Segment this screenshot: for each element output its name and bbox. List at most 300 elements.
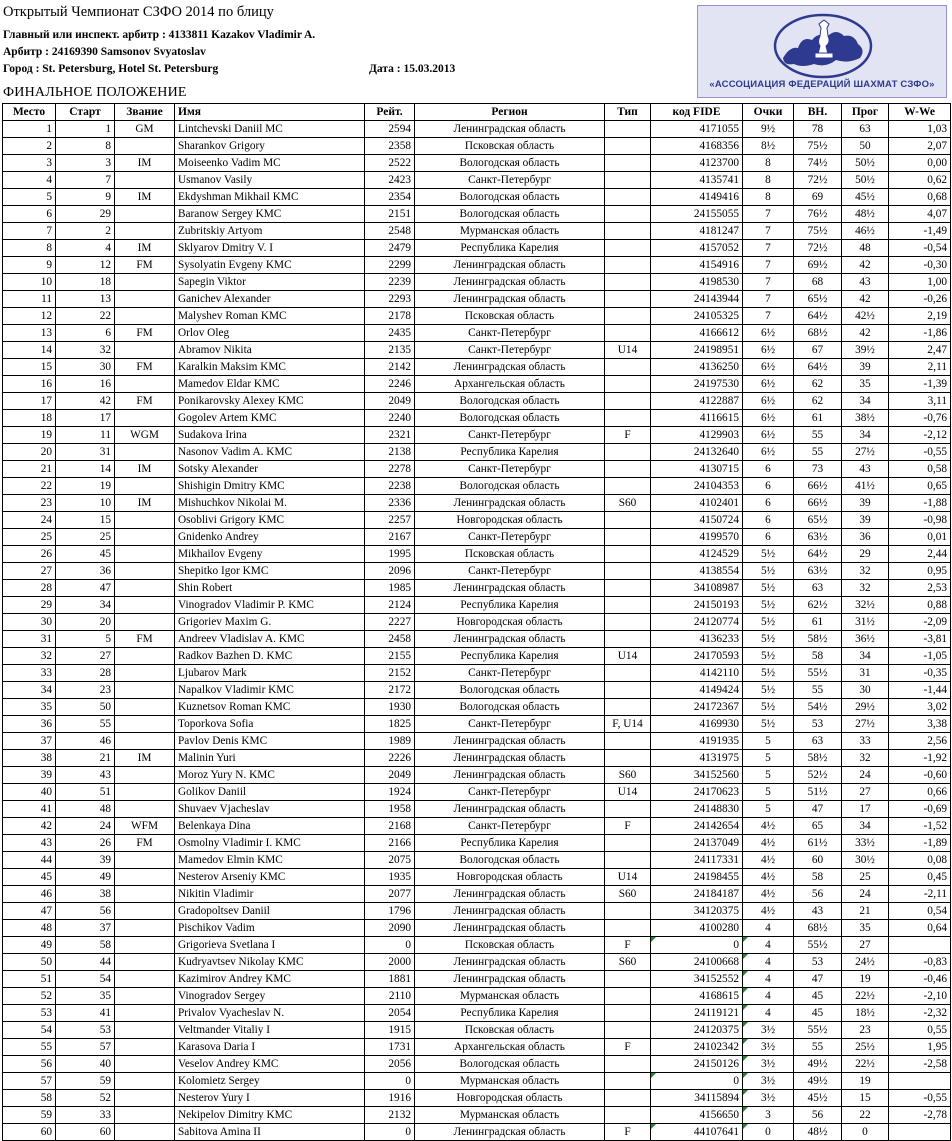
cell-region: Республика Карелия xyxy=(415,835,605,852)
table-row xyxy=(3,971,951,988)
cell-start: 30 xyxy=(56,359,115,376)
cell-name: Shuvaev Vjacheslav xyxy=(175,801,365,818)
cell-fide-code: 4154916 xyxy=(651,257,743,274)
cell-region: Санкт-Петербург xyxy=(415,172,605,189)
table-row xyxy=(3,767,951,784)
cell-w-we: 2,53 xyxy=(889,580,951,597)
city-date-line xyxy=(3,63,603,75)
cell-type xyxy=(605,920,651,937)
table-row xyxy=(3,954,951,971)
table-row xyxy=(3,376,951,393)
cell-region: Ленинградская область xyxy=(415,257,605,274)
cell-rating: 2132 xyxy=(365,1107,415,1124)
cell-title xyxy=(115,648,175,665)
table-row xyxy=(3,988,951,1005)
cell-w-we: -1,92 xyxy=(889,750,951,767)
cell-points: 5½ xyxy=(743,614,794,631)
cell-progress: 32½ xyxy=(842,597,889,614)
cell-type xyxy=(605,529,651,546)
cell-name: Sysolyatin Evgeny KMC xyxy=(175,257,365,274)
cell-points: 6½ xyxy=(743,376,794,393)
cell-place: 49 xyxy=(3,937,56,954)
cell-region: Вологодская область xyxy=(415,410,605,427)
cell-region: Вологодская область xyxy=(415,155,605,172)
cell-points: 7 xyxy=(743,206,794,223)
cell-fide-code: 4150724 xyxy=(651,512,743,529)
cell-rating: 2172 xyxy=(365,682,415,699)
cell-w-we: -1,52 xyxy=(889,818,951,835)
cell-title xyxy=(115,580,175,597)
cell-tiebreak: 68½ xyxy=(794,325,842,342)
cell-title: FM xyxy=(115,325,175,342)
cell-type xyxy=(605,189,651,206)
cell-rating: 2138 xyxy=(365,444,415,461)
cell-place: 22 xyxy=(3,478,56,495)
cell-w-we: -1,86 xyxy=(889,325,951,342)
cell-points: 3½ xyxy=(743,1090,794,1107)
cell-place: 60 xyxy=(3,1124,56,1141)
cell-place: 25 xyxy=(3,529,56,546)
table-row xyxy=(3,682,951,699)
cell-fide-code: 34152552 xyxy=(651,971,743,988)
cell-name: Shepitko Igor KMC xyxy=(175,563,365,580)
cell-title xyxy=(115,1056,175,1073)
arbiter-line: Арбитр : 24169390 Samsonov Svyatoslav xyxy=(3,46,206,58)
cell-place: 1 xyxy=(3,121,56,138)
cell-progress: 0 xyxy=(842,1124,889,1141)
cell-w-we: 2,56 xyxy=(889,733,951,750)
cell-region: Республика Карелия xyxy=(415,444,605,461)
cell-points: 6½ xyxy=(743,359,794,376)
cell-region: Псковская область xyxy=(415,937,605,954)
cell-name: Lintchevski Daniil MC xyxy=(175,121,365,138)
cell-rating: 2090 xyxy=(365,920,415,937)
cell-points: 9½ xyxy=(743,121,794,138)
cell-fide-code: 4129903 xyxy=(651,427,743,444)
cell-tiebreak: 78 xyxy=(794,121,842,138)
cell-region: Ленинградская область xyxy=(415,767,605,784)
cell-points: 6½ xyxy=(743,393,794,410)
cell-title xyxy=(115,291,175,308)
cell-name: Ljubarov Mark xyxy=(175,665,365,682)
cell-type: F xyxy=(605,937,651,954)
cell-title xyxy=(115,597,175,614)
cell-rating: 2299 xyxy=(365,257,415,274)
cell-progress: 41½ xyxy=(842,478,889,495)
cell-progress: 22½ xyxy=(842,988,889,1005)
cell-name: Kuznetsov Roman KMC xyxy=(175,699,365,716)
cell-start: 24 xyxy=(56,818,115,835)
cell-title xyxy=(115,223,175,240)
cell-tiebreak: 56 xyxy=(794,886,842,903)
cell-type xyxy=(605,903,651,920)
cell-points: 3½ xyxy=(743,1022,794,1039)
cell-w-we: 2,11 xyxy=(889,359,951,376)
cell-fide-code: 4142110 xyxy=(651,665,743,682)
cell-tiebreak: 47 xyxy=(794,971,842,988)
cell-type xyxy=(605,359,651,376)
cell-start: 4 xyxy=(56,240,115,257)
table-row xyxy=(3,801,951,818)
cell-w-we: -1,44 xyxy=(889,682,951,699)
cell-rating: 2227 xyxy=(365,614,415,631)
cell-tiebreak: 52½ xyxy=(794,767,842,784)
cell-place: 11 xyxy=(3,291,56,308)
cell-rating: 2049 xyxy=(365,767,415,784)
cell-title xyxy=(115,1124,175,1141)
table-row xyxy=(3,1005,951,1022)
cell-rating: 2054 xyxy=(365,1005,415,1022)
cell-points: 4 xyxy=(743,954,794,971)
table-row xyxy=(3,835,951,852)
cell-progress: 30½ xyxy=(842,852,889,869)
cell-place: 44 xyxy=(3,852,56,869)
table-row xyxy=(3,699,951,716)
cell-tiebreak: 62 xyxy=(794,376,842,393)
cell-region: Ленинградская область xyxy=(415,580,605,597)
table-row xyxy=(3,342,951,359)
cell-rating: 2178 xyxy=(365,308,415,325)
cell-w-we: -2,11 xyxy=(889,886,951,903)
cell-points: 5½ xyxy=(743,648,794,665)
cell-tiebreak: 64½ xyxy=(794,359,842,376)
cell-rating: 2226 xyxy=(365,750,415,767)
table-header-row xyxy=(3,104,951,121)
cell-type: F, U14 xyxy=(605,716,651,733)
standings-table xyxy=(2,103,951,1141)
cell-name: Usmanov Vasily xyxy=(175,172,365,189)
cell-rating: 1924 xyxy=(365,784,415,801)
cell-type xyxy=(605,444,651,461)
cell-type xyxy=(605,393,651,410)
table-row xyxy=(3,1090,951,1107)
cell-title: FM xyxy=(115,393,175,410)
cell-progress: 63 xyxy=(842,121,889,138)
cell-start: 32 xyxy=(56,342,115,359)
cell-type xyxy=(605,614,651,631)
logo-caption: «АССОЦИАЦИЯ ФЕДЕРАЦИЙ ШАХМАТ СЗФО» xyxy=(709,79,935,90)
table-row xyxy=(3,631,951,648)
cell-fide-code: 24170623 xyxy=(651,784,743,801)
cell-start: 51 xyxy=(56,784,115,801)
cell-rating: 2168 xyxy=(365,818,415,835)
cell-start: 56 xyxy=(56,903,115,920)
cell-tiebreak: 65½ xyxy=(794,291,842,308)
cell-type xyxy=(605,988,651,1005)
cell-fide-code: 24197530 xyxy=(651,376,743,393)
cell-points: 5 xyxy=(743,767,794,784)
cell-rating: 2000 xyxy=(365,954,415,971)
cell-title xyxy=(115,614,175,631)
cell-rating: 2166 xyxy=(365,835,415,852)
cell-region: Санкт-Петербург xyxy=(415,665,605,682)
cell-tiebreak: 55 xyxy=(794,444,842,461)
cell-region: Вологодская область xyxy=(415,1056,605,1073)
cell-tiebreak: 45 xyxy=(794,1005,842,1022)
cell-points: 8 xyxy=(743,155,794,172)
cell-fide-code: 4199570 xyxy=(651,529,743,546)
cell-rating: 1930 xyxy=(365,699,415,716)
cell-points: 4 xyxy=(743,988,794,1005)
cell-title: IM xyxy=(115,155,175,172)
cell-name: Sharankov Grigory xyxy=(175,138,365,155)
cell-start: 14 xyxy=(56,461,115,478)
cell-place: 38 xyxy=(3,750,56,767)
cell-fide-code: 24100668 xyxy=(651,954,743,971)
cell-place: 43 xyxy=(3,835,56,852)
cell-name: Nasonov Vadim A. KMC xyxy=(175,444,365,461)
cell-type xyxy=(605,155,651,172)
cell-points: 4½ xyxy=(743,835,794,852)
cell-tiebreak: 53 xyxy=(794,954,842,971)
table-row xyxy=(3,886,951,903)
cell-tiebreak: 62 xyxy=(794,393,842,410)
cell-title xyxy=(115,869,175,886)
cell-region: Ленинградская область xyxy=(415,121,605,138)
cell-place: 55 xyxy=(3,1039,56,1056)
cell-start: 15 xyxy=(56,512,115,529)
cell-title xyxy=(115,988,175,1005)
cell-points: 6 xyxy=(743,529,794,546)
cell-region: Новгородская область xyxy=(415,869,605,886)
cell-tiebreak: 45½ xyxy=(794,1090,842,1107)
cell-type xyxy=(605,376,651,393)
cell-fide-code: 24119121 xyxy=(651,1005,743,1022)
cell-start: 43 xyxy=(56,767,115,784)
cell-fide-code: 4156650 xyxy=(651,1107,743,1124)
cell-name: Nekipelov Dimitry KMC xyxy=(175,1107,365,1124)
cell-fide-code: 4169930 xyxy=(651,716,743,733)
cell-region: Вологодская область xyxy=(415,189,605,206)
cell-fide-code: 34108987 xyxy=(651,580,743,597)
cell-region: Санкт-Петербург xyxy=(415,325,605,342)
cell-place: 48 xyxy=(3,920,56,937)
table-row xyxy=(3,597,951,614)
cell-points: 4 xyxy=(743,937,794,954)
cell-place: 46 xyxy=(3,886,56,903)
cell-start: 57 xyxy=(56,1039,115,1056)
cell-name: Sudakova Irina xyxy=(175,427,365,444)
cell-points: 5½ xyxy=(743,597,794,614)
cell-type: U14 xyxy=(605,342,651,359)
cell-w-we: -2,78 xyxy=(889,1107,951,1124)
cell-rating: 2151 xyxy=(365,206,415,223)
cell-tiebreak: 66½ xyxy=(794,478,842,495)
cell-place: 2 xyxy=(3,138,56,155)
cell-region: Ленинградская область xyxy=(415,359,605,376)
cell-progress: 39 xyxy=(842,359,889,376)
cell-start: 5 xyxy=(56,631,115,648)
cell-place: 54 xyxy=(3,1022,56,1039)
cell-title xyxy=(115,1107,175,1124)
table-row xyxy=(3,291,951,308)
cell-title xyxy=(115,767,175,784)
table-row xyxy=(3,1039,951,1056)
cell-tiebreak: 63 xyxy=(794,733,842,750)
cell-rating: 0 xyxy=(365,937,415,954)
cell-fide-code: 4181247 xyxy=(651,223,743,240)
cell-title xyxy=(115,444,175,461)
cell-place: 24 xyxy=(3,512,56,529)
cell-title: IM xyxy=(115,495,175,512)
table-row xyxy=(3,937,951,954)
cell-points: 5 xyxy=(743,733,794,750)
cell-points: 8 xyxy=(743,189,794,206)
cell-progress: 32 xyxy=(842,580,889,597)
cell-tiebreak: 67 xyxy=(794,342,842,359)
cell-rating: 2142 xyxy=(365,359,415,376)
cell-points: 4½ xyxy=(743,886,794,903)
cell-points: 6½ xyxy=(743,325,794,342)
cell-tiebreak: 49½ xyxy=(794,1056,842,1073)
cell-start: 46 xyxy=(56,733,115,750)
cell-rating: 2152 xyxy=(365,665,415,682)
cell-place: 51 xyxy=(3,971,56,988)
cell-progress: 34 xyxy=(842,818,889,835)
cell-start: 50 xyxy=(56,699,115,716)
cell-name: Pavlov Denis KMC xyxy=(175,733,365,750)
cell-place: 14 xyxy=(3,342,56,359)
cell-name: Toporkova Sofia xyxy=(175,716,365,733)
cell-tiebreak: 64½ xyxy=(794,546,842,563)
cell-type xyxy=(605,121,651,138)
cell-progress: 32 xyxy=(842,563,889,580)
cell-points: 3½ xyxy=(743,1056,794,1073)
cell-tiebreak: 68½ xyxy=(794,920,842,937)
cell-name: Mamedov Elmin KMC xyxy=(175,852,365,869)
cell-w-we: 0,64 xyxy=(889,920,951,937)
cell-progress: 42 xyxy=(842,325,889,342)
cell-w-we: 1,03 xyxy=(889,121,951,138)
cell-rating: 2246 xyxy=(365,376,415,393)
cell-fide-code: 4122887 xyxy=(651,393,743,410)
cell-w-we: 0,68 xyxy=(889,189,951,206)
cell-type xyxy=(605,682,651,699)
cell-title xyxy=(115,546,175,563)
cell-place: 26 xyxy=(3,546,56,563)
cell-tiebreak: 75½ xyxy=(794,138,842,155)
cell-name: Kazimirov Andrey KMC xyxy=(175,971,365,988)
cell-tiebreak: 49½ xyxy=(794,1073,842,1090)
cell-points: 4½ xyxy=(743,852,794,869)
cell-place: 39 xyxy=(3,767,56,784)
cell-start: 22 xyxy=(56,308,115,325)
cell-start: 27 xyxy=(56,648,115,665)
cell-region: Архангельская область xyxy=(415,376,605,393)
cell-start: 59 xyxy=(56,1073,115,1090)
cell-w-we: 4,07 xyxy=(889,206,951,223)
table-row xyxy=(3,461,951,478)
cell-tiebreak: 54½ xyxy=(794,699,842,716)
cell-place: 53 xyxy=(3,1005,56,1022)
cell-points: 6 xyxy=(743,512,794,529)
cell-name: Sapegin Viktor xyxy=(175,274,365,291)
cell-tiebreak: 55½ xyxy=(794,937,842,954)
cell-title xyxy=(115,699,175,716)
cell-tiebreak: 69 xyxy=(794,189,842,206)
cell-title xyxy=(115,784,175,801)
cell-place: 27 xyxy=(3,563,56,580)
cell-points: 6 xyxy=(743,461,794,478)
cell-start: 60 xyxy=(56,1124,115,1141)
table-row xyxy=(3,1107,951,1124)
cell-place: 10 xyxy=(3,274,56,291)
cell-w-we: 0,58 xyxy=(889,461,951,478)
cell-points: 5 xyxy=(743,750,794,767)
cell-place: 52 xyxy=(3,988,56,1005)
cell-rating: 2167 xyxy=(365,529,415,546)
cell-progress: 21 xyxy=(842,903,889,920)
cell-name: Orlov Oleg xyxy=(175,325,365,342)
cell-type xyxy=(605,478,651,495)
cell-points: 4½ xyxy=(743,818,794,835)
cell-fide-code: 0 xyxy=(651,1073,743,1090)
cell-start: 21 xyxy=(56,750,115,767)
cell-place: 37 xyxy=(3,733,56,750)
cell-w-we: 2,44 xyxy=(889,546,951,563)
table-row xyxy=(3,920,951,937)
cell-title xyxy=(115,512,175,529)
cell-region: Республика Карелия xyxy=(415,648,605,665)
cell-tiebreak: 61 xyxy=(794,614,842,631)
cell-title: FM xyxy=(115,359,175,376)
cell-fide-code: 4198530 xyxy=(651,274,743,291)
cell-region: Республика Карелия xyxy=(415,1005,605,1022)
col-header-w-we: W-We xyxy=(889,104,951,121)
cell-w-we: 2,19 xyxy=(889,308,951,325)
cell-rating: 2358 xyxy=(365,138,415,155)
cell-region: Новгородская область xyxy=(415,512,605,529)
cell-start: 41 xyxy=(56,1005,115,1022)
cell-type xyxy=(605,325,651,342)
cell-points: 4 xyxy=(743,1005,794,1022)
cell-region: Ленинградская область xyxy=(415,631,605,648)
cell-place: 29 xyxy=(3,597,56,614)
cell-w-we xyxy=(889,1124,951,1141)
cell-place: 30 xyxy=(3,614,56,631)
cell-place: 9 xyxy=(3,257,56,274)
cell-start: 10 xyxy=(56,495,115,512)
cell-tiebreak: 53 xyxy=(794,716,842,733)
cell-start: 44 xyxy=(56,954,115,971)
cell-w-we: -0,46 xyxy=(889,971,951,988)
cell-region: Вологодская область xyxy=(415,852,605,869)
cell-start: 52 xyxy=(56,1090,115,1107)
cell-start: 29 xyxy=(56,206,115,223)
cell-points: 7 xyxy=(743,291,794,308)
cell-fide-code: 4166612 xyxy=(651,325,743,342)
cell-rating: 2155 xyxy=(365,648,415,665)
cell-points: 6 xyxy=(743,478,794,495)
cell-progress: 24 xyxy=(842,767,889,784)
cell-w-we: 3,02 xyxy=(889,699,951,716)
cell-name: Veltmander Vitaliy I xyxy=(175,1022,365,1039)
cell-progress: 48 xyxy=(842,240,889,257)
cell-type xyxy=(605,223,651,240)
cell-type: F xyxy=(605,1124,651,1141)
cell-start: 54 xyxy=(56,971,115,988)
cell-title xyxy=(115,1090,175,1107)
cell-tiebreak: 58½ xyxy=(794,631,842,648)
cell-type xyxy=(605,1005,651,1022)
cell-tiebreak: 61½ xyxy=(794,835,842,852)
cell-type xyxy=(605,308,651,325)
cell-tiebreak: 55 xyxy=(794,427,842,444)
cell-region: Мурманская область xyxy=(415,1073,605,1090)
cell-title xyxy=(115,733,175,750)
cell-type xyxy=(605,801,651,818)
cell-points: 4 xyxy=(743,971,794,988)
